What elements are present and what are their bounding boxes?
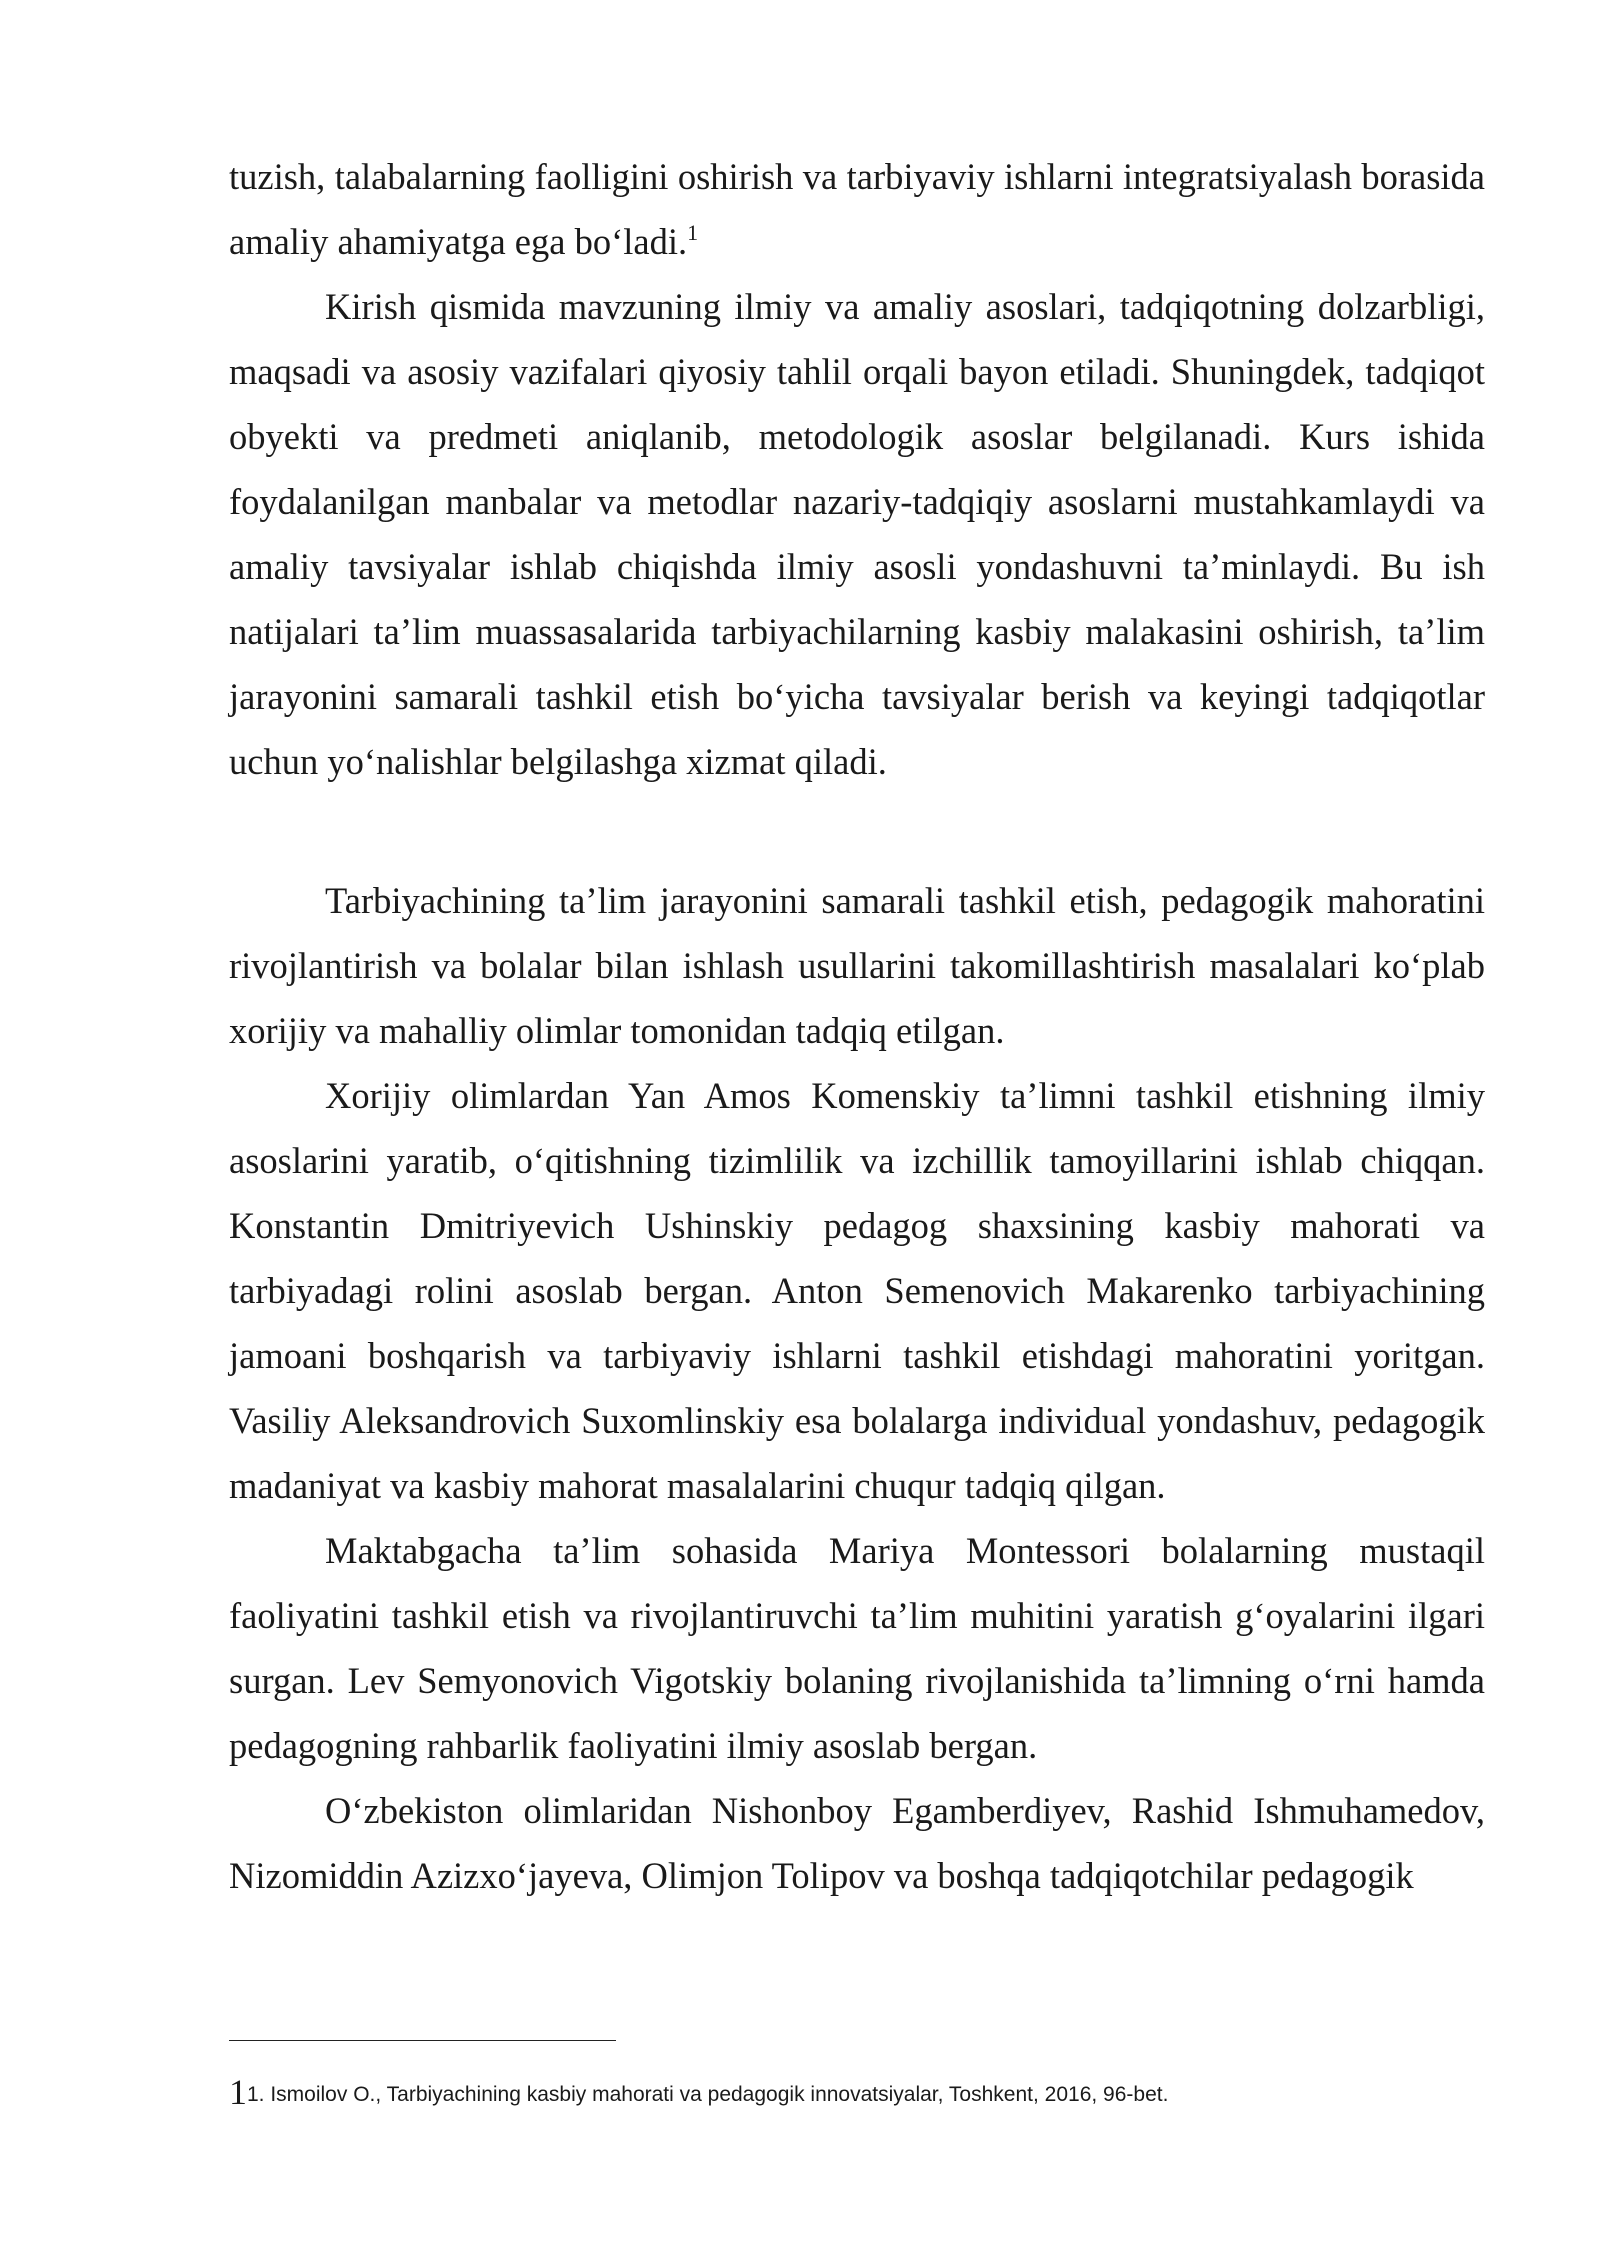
footnote-number: 1 (229, 2072, 247, 2112)
paragraph-research-overview: Tarbiyachining ta’lim jarayonini samarali tashkil etish, pedagogik mahoratini rivojlantirish va bolalar bilan ishlash usullarini takomillashtirish masalalari ko‘plab xorijiy va mahalliy olimlar tomonidan tadqiq etilgan. (229, 880, 1485, 1051)
paragraph-continuation (229, 144, 1485, 274)
text-section-2 (229, 868, 1485, 1908)
footnote-reference[interactable]: 1 (687, 220, 699, 245)
paragraph-text: tuzish, talabalarning faolligini oshirish va tarbiyaviy ishlarni integratsiyalash borasida amaliy ahamiyatga ega bo‘ladi. (229, 156, 1485, 262)
text-section-1 (229, 144, 1485, 794)
paragraph-foreign-scholars: Xorijiy olimlardan Yan Amos Komenskiy ta’limni tashkil etishning ilmiy asoslarini yaratib, o‘qitishning tizimlilik va izchillik tamoyillarini ishlab chiqqan. Konstantin Dmitriyevich Ushinskiy pedagog shaxsining kasbiy mahorati va tarbiyadagi rolini asoslab bergan. Anton Semenovich Makarenko tarbiyachining jamoani boshqarish va tarbiyaviy ishlarni tashkil etishdagi mahoratini yoritgan. Vasiliy Aleksandrovich Suxomlinskiy esa bolalarga individual yondashuv, pedagogik madaniyat va kasbiy mahorat masalalarini chuqur tadqiq qilgan. (229, 1075, 1485, 1506)
paragraph-introduction: Kirish qismida mavzuning ilmiy va amaliy asoslari, tadqiqotning dolzarbligi, maqsadi va asosiy vazifalari qiyosiy tahlil orqali bayon etiladi. Shuningdek, tadqiqot obyekti va predmeti aniqlanib, metodologik asoslar belgilanadi. Kurs ishida foydalanilgan manbalar va metodlar nazariy-tadqiqiy asoslarni mustahkamlaydi va amaliy tavsiyalar ishlab chiqishda ilmiy asosli yondashuvni ta’minlaydi. Bu ish natijalari ta’lim muassasalarida tarbiyachilarning kasbiy malakasini oshirish, ta’lim jarayonini samarali tashkil etish bo‘yicha tavsiyalar berish va keyingi tadqiqotlar uchun yo‘nalishlar belgilashga xizmat qiladi. (229, 286, 1485, 782)
paragraph-preschool-education: Maktabgacha ta’lim sohasida Mariya Montessori bolalarning mustaqil faoliyatini tashkil etish va rivojlantiruvchi ta’lim muhitini yaratish g‘oyalarini ilgari surgan. Lev Semyonovich Vigotskiy bolaning rivojlanishida ta’limning o‘rni hamda pedagogning rahbarlik faoliyatini ilmiy asoslab bergan. (229, 1530, 1485, 1766)
footnote (229, 2070, 1485, 2117)
footnote-text: 1. Ismoilov O., Tarbiyachining kasbiy mahorati va pedagogik innovatsiyalar, Toshkent, 2016, 96-bet. (247, 2083, 1169, 2106)
footnote-separator (229, 2040, 616, 2041)
paragraph-uzbek-scholars: O‘zbekiston olimlaridan Nishonboy Egamberdiyev, Rashid Ishmuhamedov, Nizomiddin Azizxo‘jayeva, Olimjon Tolipov va boshqa tadqiqotchilar pedagogik (229, 1790, 1485, 1896)
